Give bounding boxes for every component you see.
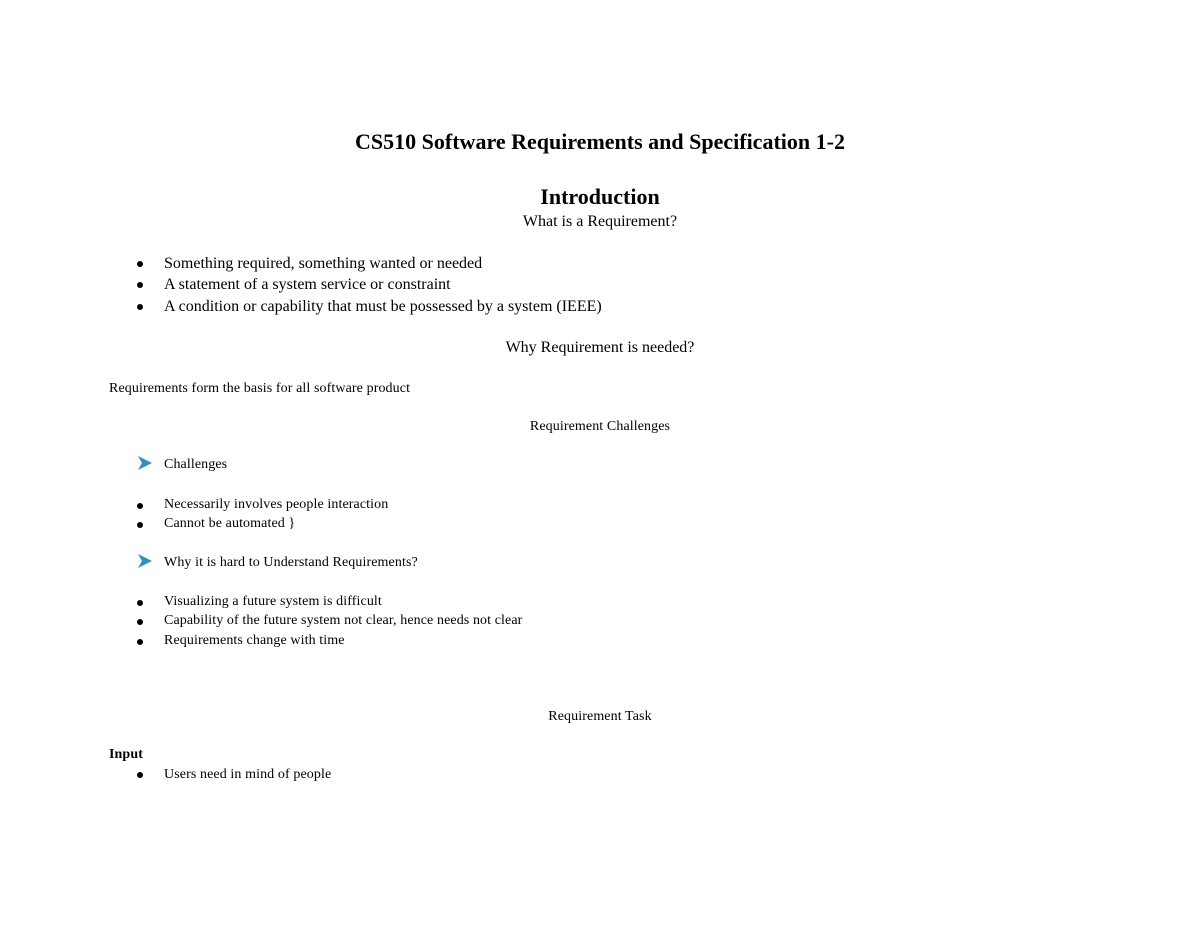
arrowhead-bullet-icon [137,553,153,569]
question-what-is-requirement: What is a Requirement? [522,213,678,230]
understanding-arrow-item: Why it is hard to Understand Requirements? [164,555,418,570]
arrowhead-bullet-icon [137,455,153,471]
list-item: Something required, something wanted or needed [164,255,483,272]
round-bullet-icon [137,639,143,645]
round-bullet-icon [137,304,143,310]
task-heading: Requirement Task [548,709,652,724]
question-why-requirement-needed: Why Requirement is needed? [505,339,695,356]
round-bullet-icon [137,522,143,528]
list-item: Cannot be automated } [164,516,296,531]
list-item: Users need in mind of people [164,767,332,782]
challenges-arrow-item: Challenges [164,457,228,472]
list-item: A statement of a system service or constraint [164,276,451,293]
challenges-heading: Requirement Challenges [529,419,671,434]
round-bullet-icon [137,282,143,288]
list-item: Necessarily involves people interaction [164,497,389,512]
round-bullet-icon [137,503,143,509]
input-label: Input [109,747,143,762]
list-item: Requirements change with time [164,633,345,648]
round-bullet-icon [137,619,143,625]
list-item: A condition or capability that must be possessed by a system (IEEE) [164,298,602,315]
round-bullet-icon [137,261,143,267]
basis-statement: Requirements form the basis for all software product [109,381,411,396]
section-heading: Introduction [540,184,660,209]
document-title: CS510 Software Requirements and Specification 1-2 [355,129,845,154]
list-item: Visualizing a future system is difficult [164,594,382,609]
round-bullet-icon [137,772,143,778]
round-bullet-icon [137,600,143,606]
list-item: Capability of the future system not clear, hence needs not clear [164,613,523,628]
